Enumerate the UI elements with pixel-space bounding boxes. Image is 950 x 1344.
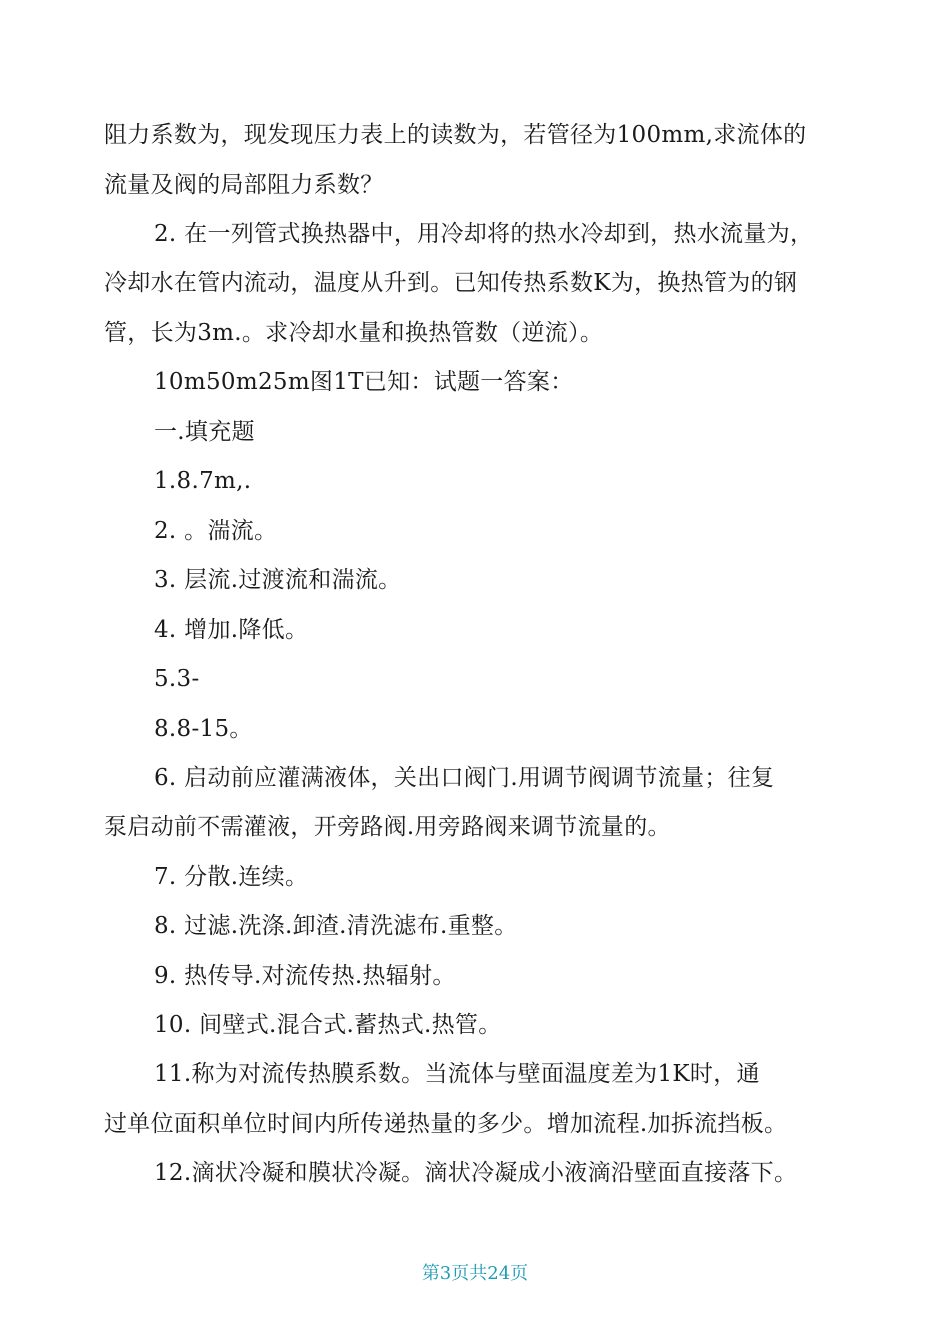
answer-item: 7. 分散.连续。: [154, 864, 309, 890]
text-line: 10m50m25m图1T已知：试题一答案：: [154, 369, 574, 395]
text-line: 流量及阀的局部阻力系数？: [104, 172, 384, 198]
answer-item: 5.3-: [154, 666, 200, 692]
page-number: 第3页共24页: [421, 1263, 529, 1284]
text-line: 过单位面积单位时间内所传递热量的多少。增加流程.加拆流挡板。: [104, 1111, 788, 1137]
section-heading: 一.填充题: [154, 419, 255, 445]
text-line: 冷却水在管内流动，温度从升到。已知传热系数K为，换热管为的钢: [104, 270, 798, 296]
answer-item: 3. 层流.过渡流和湍流。: [154, 567, 402, 593]
answer-item: 1.8.7m,.: [154, 468, 252, 494]
answer-item: 10. 间壁式.混合式.蓄热式.热管。: [154, 1012, 502, 1038]
text-line: 泵启动前不需灌液，开旁路阀.用旁路阀来调节流量的。: [104, 814, 671, 840]
answer-item: 6. 启动前应灌满液体，关出口阀门.用调节阀调节流量；往复: [154, 765, 775, 791]
text-line: 2. 在一列管式换热器中，用冷却将的热水冷却到，热水流量为，: [154, 221, 814, 247]
answer-item: 8.8-15。: [154, 716, 253, 742]
answer-item: 11.称为对流传热膜系数。当流体与壁面温度差为1K时，通: [154, 1061, 760, 1087]
answer-item: 9. 热传导.对流传热.热辐射。: [154, 963, 456, 989]
text-line: 阻力系数为，现发现压力表上的读数为，若管径为100mm,求流体的: [104, 122, 807, 148]
answer-item: 8. 过滤.洗涤.卸渣.清洗滤布.重整。: [154, 913, 518, 939]
answer-item: 2. 。湍流。: [154, 518, 278, 544]
answer-item: 4. 增加.降低。: [154, 617, 309, 643]
text-line: 管，长为3m.。求冷却水量和换热管数（逆流）。: [104, 320, 604, 346]
answer-item: 12.滴状冷凝和膜状冷凝。滴状冷凝成小液滴沿壁面直接落下。: [154, 1160, 798, 1186]
